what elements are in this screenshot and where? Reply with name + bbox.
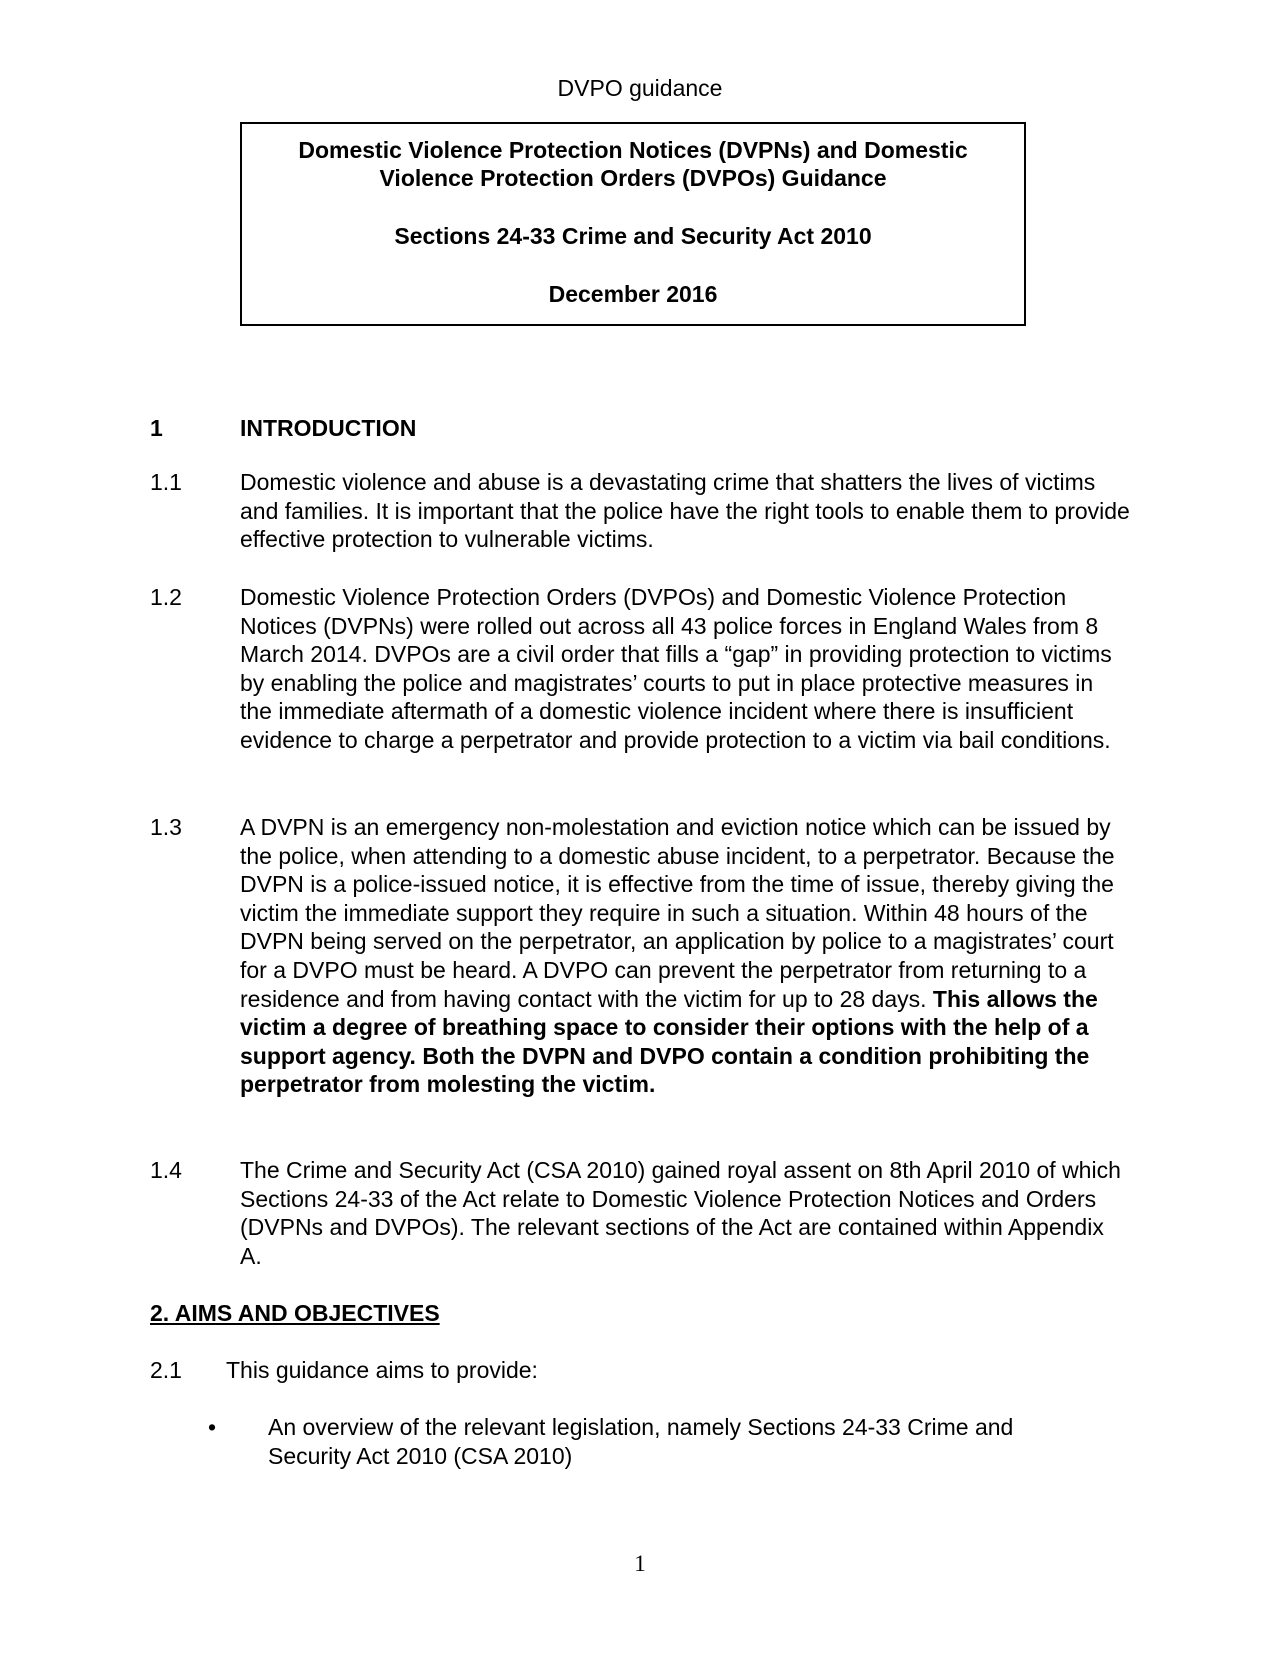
paragraph-number: 1.4 (150, 1157, 182, 1183)
title-line-1: Domestic Violence Protection Notices (DVPNs) and Domestic (298, 137, 968, 163)
paragraph-text: The Crime and Security Act (CSA 2010) gained royal assent on 8th April 2010 of which Sections 24-33 of the Act relate to Domestic Violence Protection Notices and Orders (DVPNs and DVPOs). The relevant sections of the Act are contained within Appendix A. (240, 1157, 1121, 1269)
title-line-3: Sections 24-33 Crime and Security Act 2010 (394, 223, 872, 249)
paragraph-number: 2.1 (150, 1357, 182, 1383)
paragraph-1-4 (150, 1156, 1130, 1270)
paragraph-text: Domestic violence and abuse is a devastating crime that shatters the lives of victims and families. It is important that the police have the right tools to enable them to provide effective protection to vulnerable victims. (240, 469, 1130, 553)
running-header: DVPO guidance (557, 75, 723, 101)
paragraph-bold-text: This allows the victim a degree of breathing space to consider their options with the help of a support agency. Both the DVPN and DVPO contain a condition prohibiting the perpetrator from molesting the victim. (240, 985, 1098, 1098)
section-2-title: 2. AIMS AND OBJECTIVES (150, 1300, 440, 1326)
bullet-text: An overview of the relevant legislation, namely Sections 24-33 Crime and Security Act 2010 (CSA 2010) (268, 1414, 1014, 1469)
section-1-number: 1 (150, 415, 163, 441)
paragraph-number: 1.2 (150, 584, 182, 610)
paragraph-number: 1.1 (150, 469, 182, 495)
section-2-heading (150, 1299, 440, 1327)
paragraph-1-2 (150, 583, 1130, 755)
page-number: 1 (634, 1551, 646, 1576)
title-box (240, 122, 1026, 326)
paragraph-text: This guidance aims to provide: (226, 1357, 538, 1383)
paragraph-text (240, 813, 1130, 1099)
paragraph-text: Domestic Violence Protection Orders (DVPOs) and Domestic Violence Protection Notices (DVPNs) were rolled out across all 43 police forces in England Wales from 8 March 2014. DVPOs are a civil order that fills a “gap” in providing protection to victims by enabling the police and magistrates’ courts to put in place protective measures in the immediate aftermath of a domestic violence incident where there is insufficient evidence to charge a perpetrator and provide protection to a victim via bail conditions. (240, 584, 1112, 753)
paragraph-number: 1.3 (150, 814, 182, 840)
paragraph-1-3 (150, 813, 1130, 1099)
section-1-heading (150, 414, 416, 442)
section-1-title: INTRODUCTION (240, 415, 417, 441)
paragraph-2-1 (150, 1356, 1130, 1385)
bullet-icon: • (208, 1414, 217, 1440)
paragraph-plain-text: A DVPN is an emergency non-molestation and eviction notice which can be issued by the police, when attending to a domestic abuse incident, to a perpetrator. Because the DVPN is a police-issued notice, it is effective from the time of issue, thereby giving the victim the immediate support they require in such a situation. Within 48 hours of the DVPN being served on the perpetrator, an application by police to a magistrates’ court for a DVPO must be heard. A DVPO can prevent the perpetrator from returning to a residence and from having contact with the victim for up to 28 days. (240, 814, 1115, 1012)
title-line-2: Violence Protection Orders (DVPOs) Guidance (379, 165, 887, 191)
paragraph-1-1 (150, 468, 1130, 554)
title-line-4: December 2016 (548, 281, 718, 307)
bullet-item (208, 1413, 1088, 1470)
